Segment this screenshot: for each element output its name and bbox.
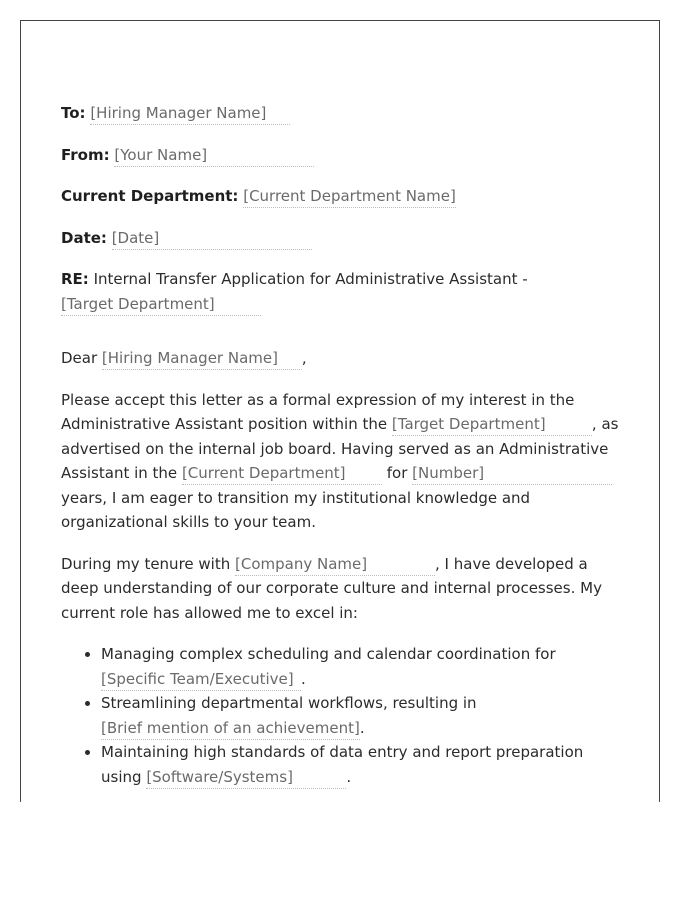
- current-department-field[interactable]: [Current Department Name]: [243, 185, 456, 208]
- to-label: To:: [61, 104, 86, 122]
- re-target-department-field[interactable]: [Target Department]: [61, 293, 261, 316]
- salutation-comma: ,: [301, 349, 307, 367]
- paragraph-tenure-text-2: , I have developed a deep understanding of our corporate culture and internal processes. My current role has allowed me to excel in:: [61, 554, 602, 622]
- number-field[interactable]: [Number]: [412, 462, 612, 485]
- salutation-dear: Dear: [61, 349, 98, 367]
- re-label: RE:: [61, 270, 89, 288]
- specific-team-field[interactable]: [Specific Team/Executive]: [101, 668, 301, 691]
- date-field[interactable]: [Date]: [112, 227, 312, 250]
- list-item-text: Managing complex scheduling and calendar coordination for: [101, 645, 556, 663]
- list-item-end: .: [301, 669, 306, 688]
- current-department-inline-field[interactable]: [Current Department]: [182, 462, 382, 485]
- software-systems-field[interactable]: [Software/Systems]: [146, 766, 346, 789]
- date-line: [61, 226, 621, 251]
- skills-list: [61, 642, 621, 789]
- current-department-label: Current Department:: [61, 187, 239, 205]
- paragraph-tenure: [61, 552, 621, 626]
- from-field[interactable]: [Your Name]: [114, 144, 314, 167]
- list-item-end: .: [359, 718, 365, 737]
- date-label: Date:: [61, 228, 107, 247]
- company-name-field[interactable]: [Company Name]: [235, 553, 435, 576]
- list-item: [101, 691, 621, 740]
- paragraph-intro-text-1: Please accept this letter as a formal expression of my interest in the Administrative Assistant position within the: [61, 390, 575, 433]
- paragraph-intro-text-4: years, I am eager to transition my institutional knowledge and organizational skills to your team.: [61, 488, 531, 531]
- paragraph-intro-text-2: , as advertised on the internal job board. Having served as an Administrative Assistant in the: [61, 415, 619, 482]
- re-text: Internal Transfer Application for Administrative Assistant -: [93, 270, 528, 288]
- current-department-line: [61, 184, 621, 209]
- list-item-text: Maintaining high standards of data entry and report preparation using: [101, 743, 584, 786]
- to-field[interactable]: [Hiring Manager Name]: [90, 102, 290, 125]
- list-item: [101, 740, 621, 789]
- paragraph-intro-text-3: for: [386, 464, 408, 482]
- target-department-field[interactable]: [Target Department]: [392, 413, 592, 436]
- paragraph-intro: [61, 388, 621, 535]
- from-line: [61, 143, 621, 168]
- list-item-end: .: [346, 767, 352, 786]
- letter-page: [20, 20, 660, 802]
- list-item: [101, 642, 621, 691]
- salutation: [61, 346, 621, 371]
- from-label: From:: [61, 145, 110, 164]
- salutation-name-field[interactable]: [Hiring Manager Name]: [102, 347, 302, 370]
- paragraph-tenure-text-1: During my tenure with: [61, 554, 231, 573]
- re-line: [61, 267, 621, 316]
- list-item-text: Streamlining departmental workflows, resulting in: [101, 694, 477, 712]
- to-line: [61, 101, 621, 126]
- achievement-field[interactable]: [Brief mention of an achievement]: [101, 717, 360, 740]
- letter-content: [61, 101, 621, 789]
